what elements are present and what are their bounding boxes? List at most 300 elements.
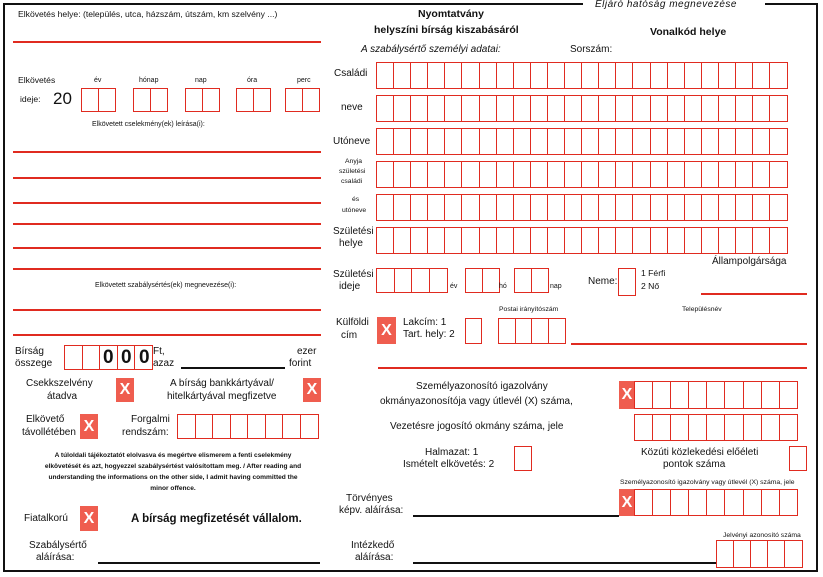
grid-cell[interactable] <box>650 227 669 254</box>
grid-cell[interactable] <box>393 62 412 89</box>
family-name-label-2: neve <box>341 102 363 113</box>
fine-digit-1: 0 <box>103 347 114 368</box>
grid-cell[interactable] <box>461 227 480 254</box>
concurrence-label: Halmazat: 1 <box>425 447 479 458</box>
mother-label-2: születési <box>339 168 366 175</box>
birth-month-boxes[interactable] <box>465 268 498 293</box>
grid-cell[interactable] <box>444 95 463 122</box>
grid-cell[interactable] <box>598 128 617 155</box>
grid-cell[interactable] <box>530 62 549 89</box>
foreign-label: Külföldi <box>336 317 369 328</box>
grid-cell[interactable] <box>724 381 744 409</box>
fine-words-line[interactable] <box>181 367 285 369</box>
statement-line-3: understanding the informations on the other side, I admit having committed the <box>48 474 298 481</box>
fine-digit-3: 0 <box>139 347 150 368</box>
offense-label: Elkövetett szabálysértés(ek) megnevezése(i): <box>95 282 237 289</box>
id-doc-label-2: okmányazonosítója vagy útlevél (X) száma, <box>380 396 573 407</box>
grid-cell[interactable] <box>724 414 744 441</box>
grid-cell[interactable] <box>513 95 532 122</box>
city-line[interactable] <box>571 343 807 345</box>
grid-cell[interactable] <box>667 161 686 188</box>
grid-cell[interactable] <box>684 95 703 122</box>
grid-cell[interactable] <box>376 227 395 254</box>
place-label: Elkövetés helye: (település, utca, házszám, útszám, km szelvény ...) <box>18 9 278 19</box>
postal-code-boxes[interactable] <box>498 318 564 344</box>
plate-boxes[interactable] <box>177 414 317 439</box>
grid-cell[interactable] <box>684 161 703 188</box>
id-doc-label: Személyazonosító igazolvány <box>416 381 548 392</box>
fine-digit-2: 0 <box>121 347 132 368</box>
grid-cell[interactable] <box>598 194 617 221</box>
grid-cell[interactable] <box>769 128 788 155</box>
act-line-6[interactable] <box>13 268 321 270</box>
youth-checkbox[interactable]: X <box>80 506 98 531</box>
grid-cell[interactable] <box>779 414 799 441</box>
grid-cell[interactable] <box>667 95 686 122</box>
grid-cell[interactable] <box>410 227 429 254</box>
grid-cell[interactable] <box>735 62 754 89</box>
unit-minute: perc <box>297 77 311 84</box>
offender-sig-line[interactable] <box>98 562 320 564</box>
foreign-label-2: cím <box>341 330 358 341</box>
grid-cell[interactable] <box>479 95 498 122</box>
ezer-label: ezer <box>297 346 317 357</box>
fine-label: Bírság <box>15 346 44 357</box>
grid-cell[interactable] <box>547 62 566 89</box>
grid-cell[interactable] <box>581 128 600 155</box>
grid-cell[interactable] <box>547 194 566 221</box>
unit-day: nap <box>195 77 207 84</box>
grid-cell[interactable] <box>461 128 480 155</box>
grid-cell[interactable] <box>376 128 395 155</box>
grid-cell[interactable] <box>670 381 690 409</box>
act-line-4[interactable] <box>13 223 321 225</box>
barcode-label: Vonalkód helye <box>650 26 727 38</box>
grid-cell[interactable] <box>393 95 412 122</box>
grid-cell[interactable] <box>444 161 463 188</box>
year-boxes[interactable] <box>81 88 114 112</box>
grid-cell[interactable] <box>735 194 754 221</box>
csekk-label-2: átadva <box>47 391 78 402</box>
minute-boxes[interactable] <box>285 88 318 112</box>
license-label: Vezetésre jogosító okmány száma, jele <box>390 421 564 432</box>
month-boxes[interactable] <box>133 88 166 112</box>
statement-line-4: minor offence. <box>150 485 196 492</box>
grid-cell[interactable] <box>634 381 654 409</box>
grid-cell[interactable] <box>769 161 788 188</box>
officer-sig-label: Intézkedő <box>351 540 395 551</box>
grid-cell[interactable] <box>513 227 532 254</box>
grid-cell[interactable] <box>701 227 720 254</box>
grid-cell[interactable] <box>667 62 686 89</box>
grid-cell[interactable] <box>581 95 600 122</box>
officer-sig-label-2: aláírása: <box>355 552 394 563</box>
grid-cell[interactable] <box>376 62 395 89</box>
grid-cell[interactable] <box>652 381 672 409</box>
grid-cell[interactable] <box>632 161 651 188</box>
grid-cell[interactable] <box>718 95 737 122</box>
legal-rep-id-caption: Személyazonosító igazolvány vagy útlevél (X) száma, jele <box>620 479 795 486</box>
ft-label: Ft, <box>153 346 165 357</box>
azaz-label: azaz <box>153 358 175 369</box>
time-label-2: ideje: <box>20 94 41 104</box>
birth-year-boxes[interactable] <box>376 268 446 293</box>
grid-cell[interactable] <box>752 194 771 221</box>
grid-cell[interactable] <box>752 161 771 188</box>
grid-cell[interactable] <box>444 227 463 254</box>
name-grid-birthplace[interactable] <box>376 227 786 254</box>
statement-line-2: elkövetését és azt, hogyezzel szabálysértést valósítottam meg. / After reading and <box>44 463 302 470</box>
birth-year-unit: év <box>450 283 458 290</box>
grid-cell[interactable] <box>547 161 566 188</box>
sex-option-1: 1 Férfi <box>641 268 666 278</box>
grid-cell[interactable] <box>461 161 480 188</box>
name-grid-mother-1[interactable] <box>376 161 786 188</box>
grid-cell[interactable] <box>735 95 754 122</box>
grid-cell[interactable] <box>513 194 532 221</box>
grid-cell[interactable] <box>670 489 690 516</box>
place-line[interactable] <box>13 41 321 43</box>
grid-cell[interactable] <box>684 227 703 254</box>
grid-cell[interactable] <box>461 194 480 221</box>
grid-cell[interactable] <box>752 227 771 254</box>
mother-label-3: családi <box>341 178 363 185</box>
grid-cell[interactable] <box>496 161 515 188</box>
grid-cell[interactable] <box>632 194 651 221</box>
grid-cell[interactable] <box>479 161 498 188</box>
accept-text: A bírság megfizetését vállalom. <box>131 513 302 525</box>
act-line-2[interactable] <box>13 177 321 179</box>
legal-rep-sig-label-2: képv. aláírása: <box>339 505 404 516</box>
top-border <box>3 3 583 5</box>
grid-cell[interactable] <box>634 414 654 441</box>
fine-label-2: összege <box>15 358 53 369</box>
act-line-3[interactable] <box>13 202 321 204</box>
birthplace-label-2: helye <box>339 238 363 249</box>
mother-label-1: Anyja <box>345 158 363 165</box>
grid-cell[interactable] <box>752 128 771 155</box>
points-box[interactable] <box>789 446 807 471</box>
grid-cell[interactable] <box>769 227 788 254</box>
grid-cell[interactable] <box>479 62 498 89</box>
grid-cell[interactable] <box>752 95 771 122</box>
grid-cell[interactable] <box>650 194 669 221</box>
legal-rep-id-boxes[interactable] <box>634 489 797 516</box>
grid-cell[interactable] <box>733 540 752 568</box>
grid-cell[interactable] <box>767 540 786 568</box>
citizenship-label: Állampolgársága <box>712 256 787 267</box>
grid-cell[interactable] <box>496 128 515 155</box>
grid-cell[interactable] <box>750 540 769 568</box>
address-type-1: Lakcím: 1 <box>403 317 447 328</box>
birth-month-unit: hó <box>499 283 507 290</box>
grid-cell[interactable] <box>718 194 737 221</box>
grid-cell[interactable] <box>513 128 532 155</box>
name-grid-given[interactable] <box>376 128 786 155</box>
absent-label-2: távollétében <box>22 427 76 438</box>
concurrence-box[interactable] <box>514 446 532 471</box>
grid-cell[interactable] <box>513 62 532 89</box>
grid-cell[interactable] <box>716 540 735 568</box>
grid-cell[interactable] <box>393 128 412 155</box>
grid-cell[interactable] <box>564 95 583 122</box>
grid-cell[interactable] <box>427 62 446 89</box>
authority-label: Eljáró hatóság megnevezése <box>595 0 737 10</box>
grid-cell[interactable] <box>564 161 583 188</box>
grid-cell[interactable] <box>667 227 686 254</box>
birthdate-label: Születési <box>333 269 374 280</box>
grid-cell[interactable] <box>427 227 446 254</box>
grid-cell[interactable] <box>632 62 651 89</box>
grid-cell[interactable] <box>652 489 672 516</box>
grid-cell[interactable] <box>581 62 600 89</box>
grid-cell[interactable] <box>706 489 726 516</box>
sex-box[interactable] <box>618 268 636 296</box>
grid-cell[interactable] <box>752 62 771 89</box>
name-grid-family-1[interactable] <box>376 62 786 89</box>
grid-cell[interactable] <box>784 540 803 568</box>
points-label: Közúti közlekedési előéleti <box>641 447 759 458</box>
grid-cell[interactable] <box>393 161 412 188</box>
id-doc-passport-checkbox[interactable]: X <box>619 381 635 409</box>
city-caption: Településnév <box>682 306 722 313</box>
points-label-2: pontok száma <box>663 459 726 470</box>
grid-cell[interactable] <box>496 194 515 221</box>
unit-hour: óra <box>247 77 258 84</box>
year-prefix: 20 <box>53 89 72 108</box>
grid-cell[interactable] <box>769 95 788 122</box>
license-number-boxes[interactable] <box>634 414 797 441</box>
grid-cell[interactable] <box>410 62 429 89</box>
grid-cell[interactable] <box>581 161 600 188</box>
grid-cell[interactable] <box>718 128 737 155</box>
hour-boxes[interactable] <box>236 88 269 112</box>
grid-cell[interactable] <box>547 227 566 254</box>
bank-checkbox[interactable]: X <box>303 378 321 402</box>
grid-cell[interactable] <box>393 194 412 221</box>
form-title-2: helyszíni bírság kiszabásáról <box>374 24 519 36</box>
grid-cell[interactable] <box>769 62 788 89</box>
legal-rep-passport-checkbox[interactable]: X <box>619 489 635 516</box>
plate-label-2: rendszám: <box>122 427 169 438</box>
grid-cell[interactable] <box>688 414 708 441</box>
grid-cell[interactable] <box>615 161 634 188</box>
grid-cell[interactable] <box>706 381 726 409</box>
grid-cell[interactable] <box>684 62 703 89</box>
grid-cell[interactable] <box>615 194 634 221</box>
grid-cell[interactable] <box>393 227 412 254</box>
grid-cell[interactable] <box>761 381 781 409</box>
grid-cell[interactable] <box>581 194 600 221</box>
grid-cell[interactable] <box>444 128 463 155</box>
grid-cell[interactable] <box>444 62 463 89</box>
grid-cell[interactable] <box>718 227 737 254</box>
grid-cell[interactable] <box>761 414 781 441</box>
offense-line-2[interactable] <box>13 334 321 336</box>
grid-cell[interactable] <box>667 128 686 155</box>
badge-number-boxes[interactable] <box>716 540 801 568</box>
serial-label: Sorszám: <box>570 44 613 55</box>
sex-label: Neme: <box>588 276 618 287</box>
grid-cell[interactable] <box>632 128 651 155</box>
grid-cell[interactable] <box>427 128 446 155</box>
grid-cell[interactable] <box>479 194 498 221</box>
grid-cell[interactable] <box>701 95 720 122</box>
grid-cell[interactable] <box>598 95 617 122</box>
grid-cell[interactable] <box>684 128 703 155</box>
address-type-box[interactable] <box>465 318 482 344</box>
grid-cell[interactable] <box>496 227 515 254</box>
grid-cell[interactable] <box>743 489 763 516</box>
grid-cell[interactable] <box>706 414 726 441</box>
youth-label: Fiatalkorú <box>24 513 68 524</box>
grid-cell[interactable] <box>479 128 498 155</box>
grid-cell[interactable] <box>376 194 395 221</box>
grid-cell[interactable] <box>564 128 583 155</box>
badge-caption: Jelvényi azonosító száma <box>723 532 801 539</box>
grid-cell[interactable] <box>615 128 634 155</box>
grid-cell[interactable] <box>652 414 672 441</box>
offender-sig-label-2: aláírása: <box>36 552 75 563</box>
grid-cell[interactable] <box>650 161 669 188</box>
citizenship-line[interactable] <box>701 293 807 295</box>
birth-day-boxes[interactable] <box>514 268 547 293</box>
grid-cell[interactable] <box>547 95 566 122</box>
statement-line-1: A túloldali tájékoztatót elolvasva és megértve elismerem a fenti cselekmény <box>54 452 292 459</box>
form-title-1: Nyomtatvány <box>418 8 484 20</box>
grid-cell[interactable] <box>530 194 549 221</box>
grid-cell[interactable] <box>564 227 583 254</box>
grid-cell[interactable] <box>444 194 463 221</box>
grid-cell[interactable] <box>530 227 549 254</box>
grid-cell[interactable] <box>688 489 708 516</box>
grid-cell[interactable] <box>410 161 429 188</box>
forint-label: forint <box>289 358 312 369</box>
grid-cell[interactable] <box>564 194 583 221</box>
officer-sig-line[interactable] <box>413 562 716 564</box>
unit-year: év <box>94 77 102 84</box>
postal-code-caption: Postai irányítószám <box>499 306 559 313</box>
grid-cell[interactable] <box>650 62 669 89</box>
grid-cell[interactable] <box>735 227 754 254</box>
grid-cell[interactable] <box>530 128 549 155</box>
legal-rep-sig-line[interactable] <box>413 515 619 517</box>
grid-cell[interactable] <box>598 62 617 89</box>
birth-day-unit: nap <box>550 283 562 290</box>
grid-cell[interactable] <box>701 194 720 221</box>
day-boxes[interactable] <box>185 88 218 112</box>
offender-sig-label: Szabálysértő <box>29 540 87 551</box>
mother-label-4: és <box>352 196 360 203</box>
grid-cell[interactable] <box>410 95 429 122</box>
grid-cell[interactable] <box>632 95 651 122</box>
foreign-checkbox[interactable]: X <box>377 317 396 344</box>
grid-cell[interactable] <box>667 194 686 221</box>
grid-cell[interactable] <box>650 95 669 122</box>
grid-cell[interactable] <box>461 95 480 122</box>
act-line-5[interactable] <box>13 247 321 249</box>
name-grid-family-2[interactable] <box>376 95 786 122</box>
grid-cell[interactable] <box>743 414 763 441</box>
grid-cell[interactable] <box>564 62 583 89</box>
absent-checkbox[interactable]: X <box>80 414 98 439</box>
address-type-2: Tart. hely: 2 <box>403 329 455 340</box>
grid-cell[interactable] <box>376 161 395 188</box>
grid-cell[interactable] <box>530 161 549 188</box>
address-line[interactable] <box>378 367 807 369</box>
sex-option-2: 2 Nő <box>641 281 660 291</box>
plate-label: Forgalmi <box>131 414 170 425</box>
grid-cell[interactable] <box>410 128 429 155</box>
grid-cell[interactable] <box>461 62 480 89</box>
absent-label: Elkövető <box>26 414 65 425</box>
family-name-label: Családi <box>334 68 368 79</box>
grid-cell[interactable] <box>632 227 651 254</box>
csekk-label: Csekkszelvény <box>26 378 93 389</box>
bank-label-2: hitelkártyával megfizetve <box>167 391 277 402</box>
grid-cell[interactable] <box>701 62 720 89</box>
grid-cell[interactable] <box>598 227 617 254</box>
grid-cell[interactable] <box>735 128 754 155</box>
grid-cell[interactable] <box>479 227 498 254</box>
legal-rep-sig-label: Törvényes <box>346 493 393 504</box>
grid-cell[interactable] <box>701 161 720 188</box>
grid-cell[interactable] <box>496 95 515 122</box>
grid-cell[interactable] <box>615 95 634 122</box>
grid-cell[interactable] <box>634 489 654 516</box>
grid-cell[interactable] <box>718 62 737 89</box>
grid-cell[interactable] <box>650 128 669 155</box>
birthdate-label-2: ideje <box>339 281 361 292</box>
id-doc-number-boxes[interactable] <box>634 381 797 409</box>
grid-cell[interactable] <box>701 128 720 155</box>
grid-cell[interactable] <box>427 161 446 188</box>
grid-cell[interactable] <box>581 227 600 254</box>
grid-cell[interactable] <box>496 62 515 89</box>
grid-cell[interactable] <box>670 414 690 441</box>
grid-cell[interactable] <box>735 161 754 188</box>
given-name-label: Utóneve <box>333 136 371 147</box>
grid-cell[interactable] <box>743 381 763 409</box>
grid-cell[interactable] <box>615 227 634 254</box>
grid-cell[interactable] <box>684 194 703 221</box>
repeat-offense-label: Ismételt elkövetés: 2 <box>403 459 495 470</box>
grid-cell[interactable] <box>513 161 532 188</box>
bank-label: A bírság bankkártyával/ <box>170 378 274 389</box>
act-line-1[interactable] <box>13 151 321 153</box>
grid-cell[interactable] <box>718 161 737 188</box>
grid-cell[interactable] <box>427 194 446 221</box>
grid-cell[interactable] <box>615 62 634 89</box>
grid-cell[interactable] <box>688 381 708 409</box>
offense-line-1[interactable] <box>13 309 321 311</box>
grid-cell[interactable] <box>769 194 788 221</box>
act-label: Elkövetett cselekmény(ek) leírása(i): <box>92 121 205 128</box>
csekk-checkbox[interactable]: X <box>116 378 134 402</box>
grid-cell[interactable] <box>779 489 799 516</box>
grid-cell[interactable] <box>376 95 395 122</box>
grid-cell[interactable] <box>410 194 429 221</box>
grid-cell[interactable] <box>598 161 617 188</box>
grid-cell[interactable] <box>427 95 446 122</box>
grid-cell[interactable] <box>779 381 799 409</box>
grid-cell[interactable] <box>547 128 566 155</box>
grid-cell[interactable] <box>724 489 744 516</box>
grid-cell[interactable] <box>530 95 549 122</box>
time-label: Elkövetés <box>18 75 56 85</box>
grid-cell[interactable] <box>761 489 781 516</box>
name-grid-mother-2[interactable] <box>376 194 786 221</box>
